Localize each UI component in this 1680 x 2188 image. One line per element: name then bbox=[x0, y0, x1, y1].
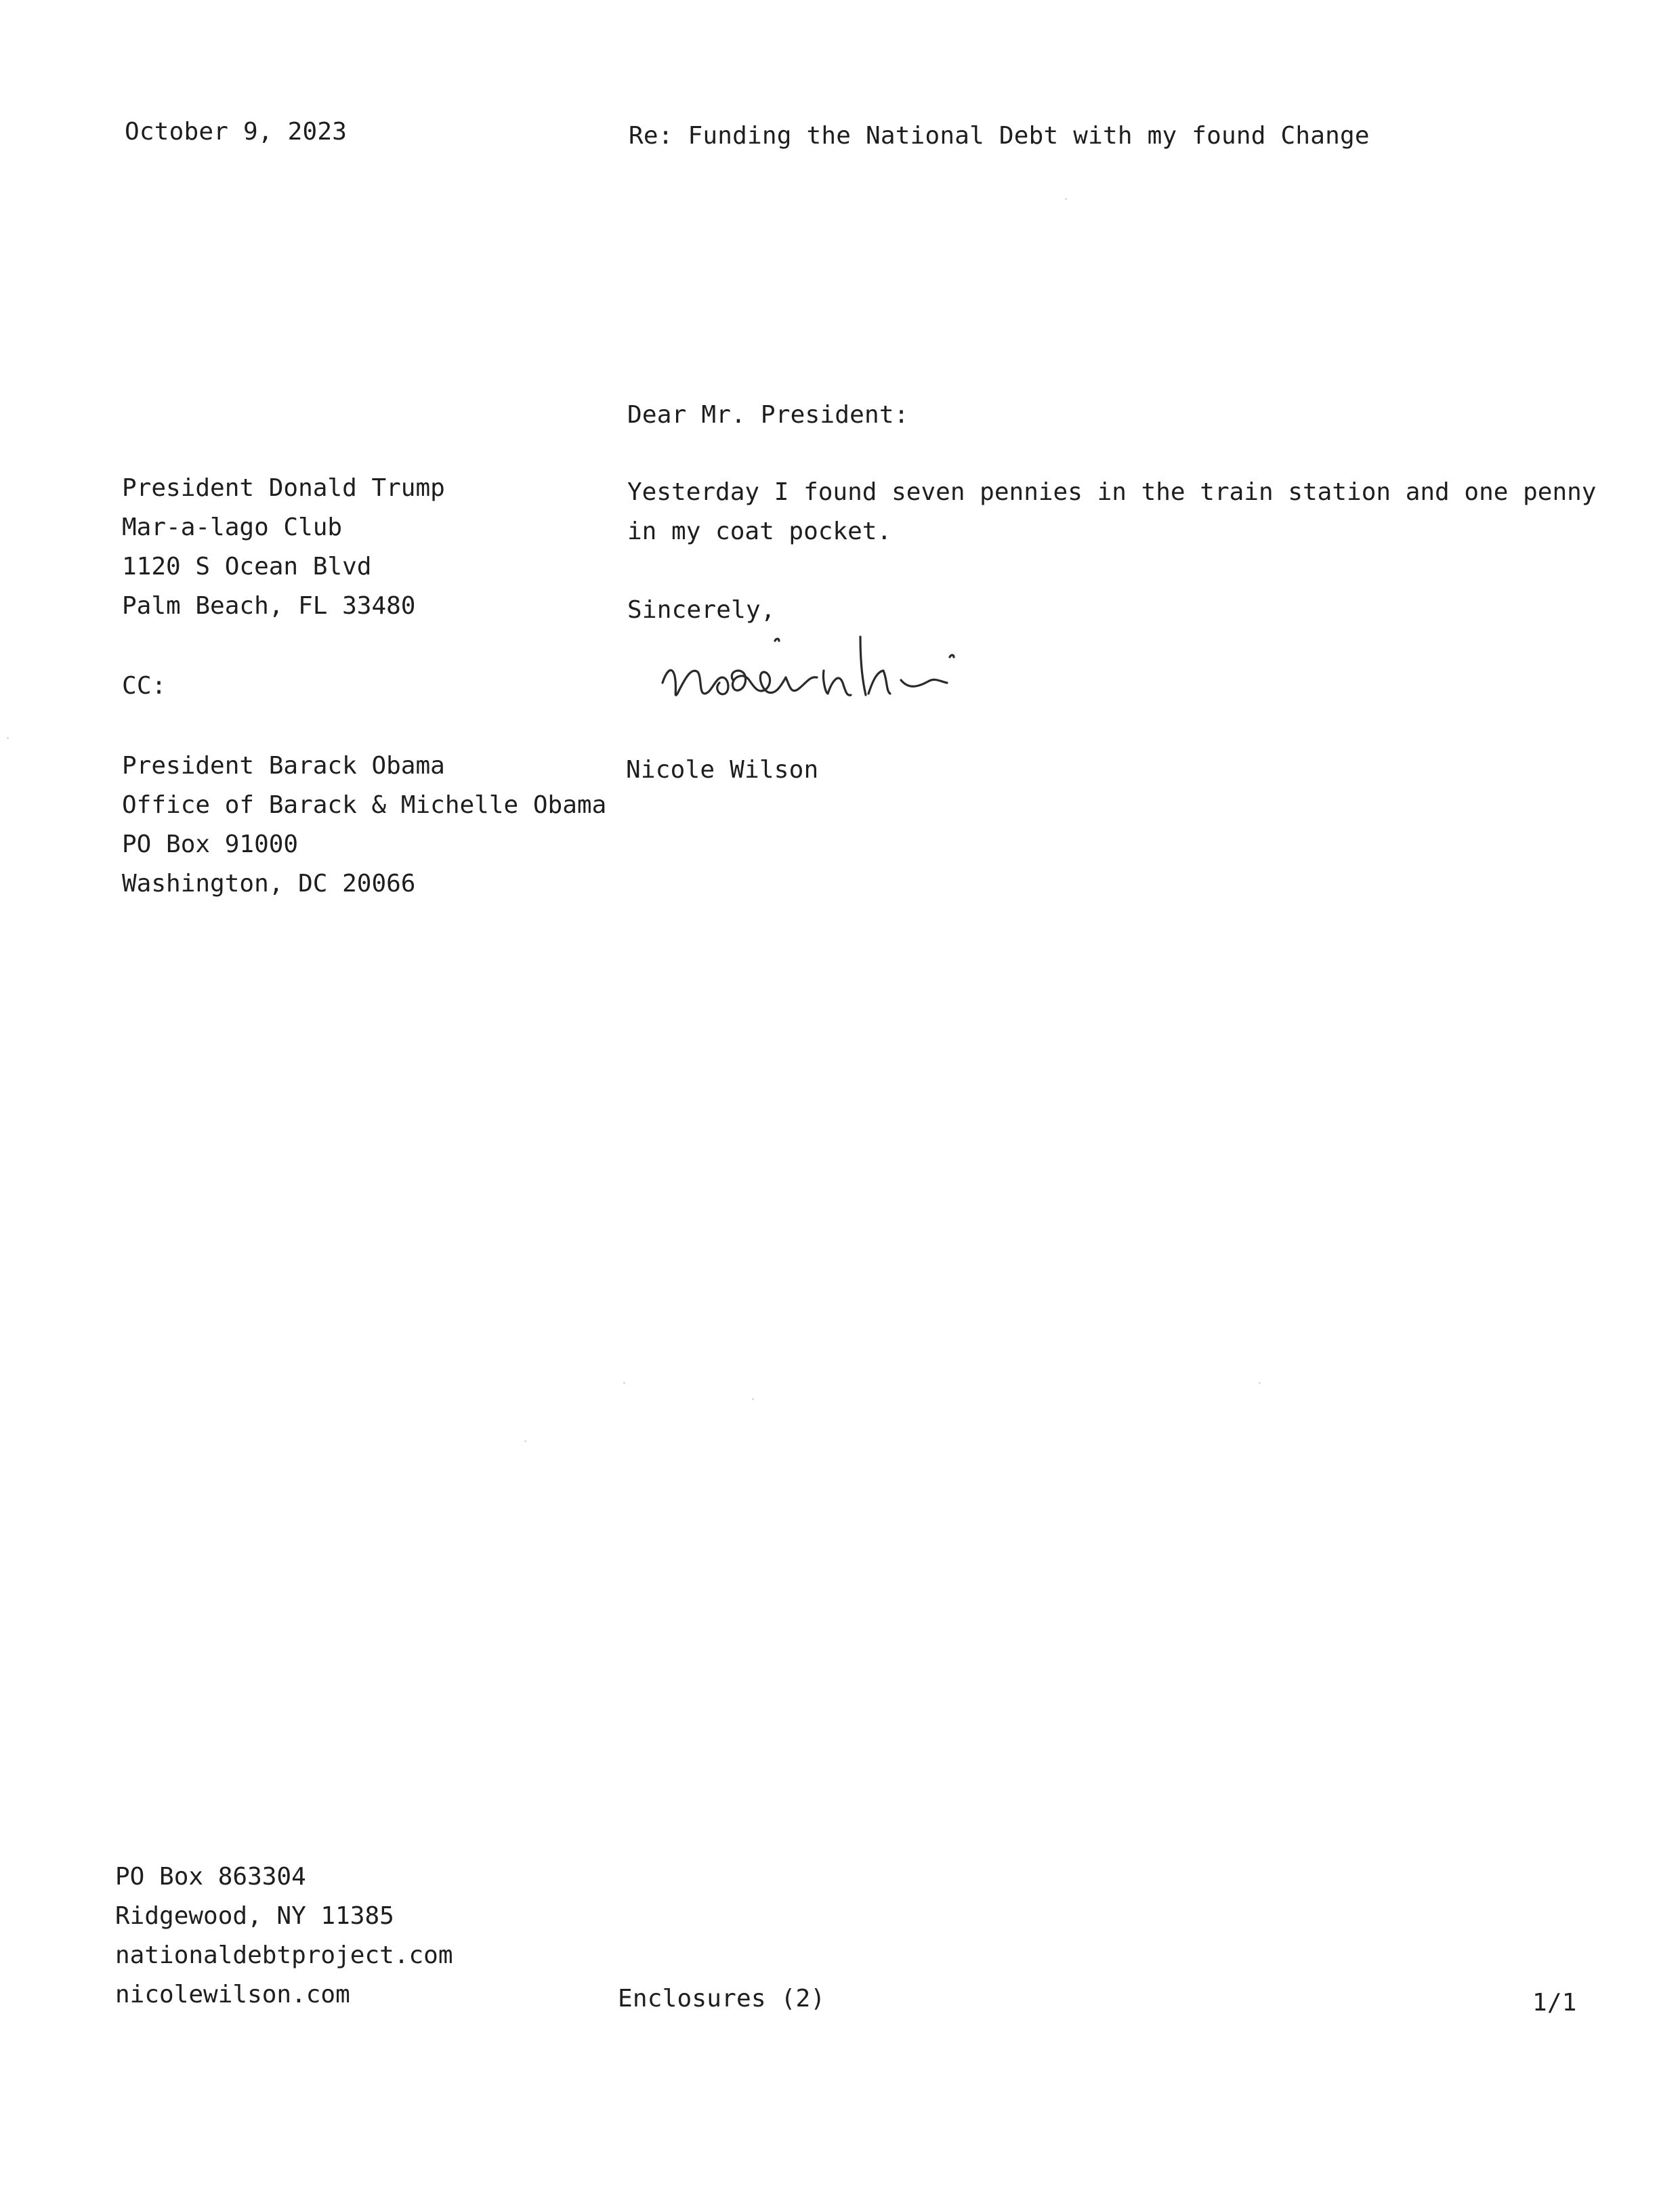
recipient-line: Mar-a-lago Club bbox=[122, 513, 343, 541]
cc-recipient-line: Office of Barack & Michelle Obama bbox=[122, 791, 607, 819]
footer-address-line: Ridgewood, NY 11385 bbox=[115, 1902, 394, 1930]
body-line: Yesterday I found seven pennies in the train station and one penny bbox=[627, 478, 1597, 506]
page-number: 1/1 bbox=[1532, 1989, 1577, 2017]
body-line: in my coat pocket. bbox=[627, 518, 892, 545]
enclosures-note: Enclosures (2) bbox=[618, 1985, 826, 2013]
handwritten-signature bbox=[657, 623, 1009, 718]
scan-speck bbox=[7, 737, 9, 739]
letter-date: October 9, 2023 bbox=[125, 118, 348, 146]
letter-body bbox=[627, 473, 1596, 551]
sender-name: Nicole Wilson bbox=[626, 756, 819, 784]
footer-address-line: PO Box 863304 bbox=[115, 1863, 306, 1891]
footer-address-line: nationaldebtproject.com bbox=[115, 1941, 453, 1969]
scan-speck bbox=[752, 1398, 754, 1400]
footer-sender-address bbox=[115, 1857, 453, 2015]
letter-subject: Re: Funding the National Debt with my found Change bbox=[629, 122, 1370, 150]
closing: Sincerely, bbox=[627, 596, 776, 624]
cc-recipient-line: President Barack Obama bbox=[122, 752, 445, 780]
recipient-line: 1120 S Ocean Blvd bbox=[122, 553, 372, 581]
recipient-address bbox=[122, 469, 445, 626]
salutation: Dear Mr. President: bbox=[627, 401, 909, 429]
scan-speck bbox=[623, 1382, 625, 1384]
recipient-line: President Donald Trump bbox=[122, 474, 445, 502]
cc-recipient-line: Washington, DC 20066 bbox=[122, 870, 416, 898]
scan-speck bbox=[1259, 1382, 1261, 1384]
cc-recipient-address bbox=[122, 746, 606, 904]
scan-speck bbox=[1065, 198, 1067, 200]
recipient-line: Palm Beach, FL 33480 bbox=[122, 592, 416, 620]
footer-address-line: nicolewilson.com bbox=[115, 1981, 350, 2008]
cc-recipient-line: PO Box 91000 bbox=[122, 830, 299, 858]
cc-label: CC: bbox=[122, 672, 167, 700]
scan-speck bbox=[524, 1440, 526, 1442]
